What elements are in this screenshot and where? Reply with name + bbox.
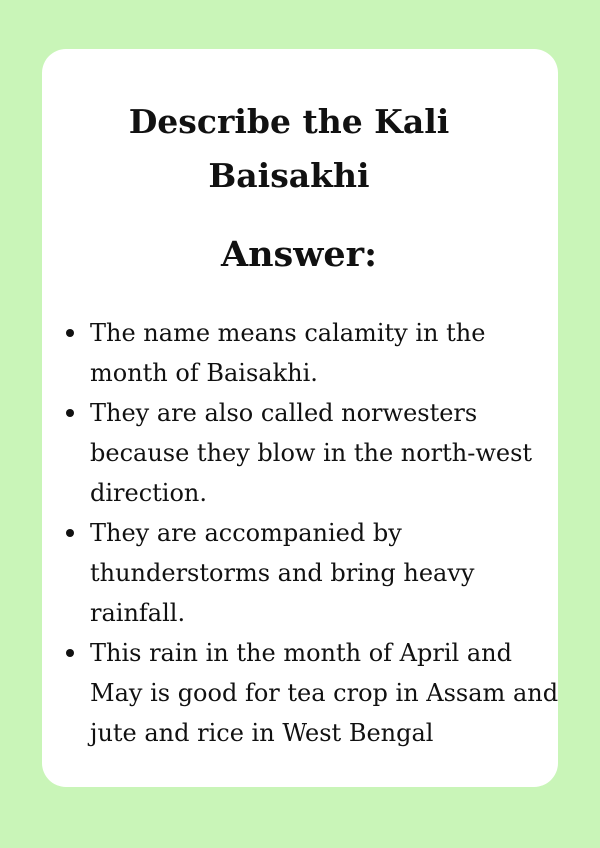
bullet-icon [66,649,74,657]
answer-point-text: They are accompanied by thunderstorms and bring heavy rainfall. [90,519,475,627]
answer-point-text: The name means calamity in the month of Baisakhi. [90,319,486,387]
answer-point [90,313,560,393]
question-title [0,95,600,203]
answer-point-text: They are also called norwesters because they blow in the north-west direction. [90,399,533,507]
bullet-icon [66,529,74,537]
answer-point-text: This rain in the month of April and May is good for tea crop in Assam and jute and rice in West Bengal [90,639,559,747]
question-title-line-1: Describe the Kali [128,102,450,141]
answer-point [90,393,560,513]
question-title-line-2: Baisakhi [208,156,370,195]
bullet-icon [66,329,74,337]
answer-points-list [90,313,560,753]
answer-heading: Answer: [220,234,378,275]
answer-point [90,513,560,633]
answer-point [90,633,560,753]
bullet-icon [66,409,74,417]
